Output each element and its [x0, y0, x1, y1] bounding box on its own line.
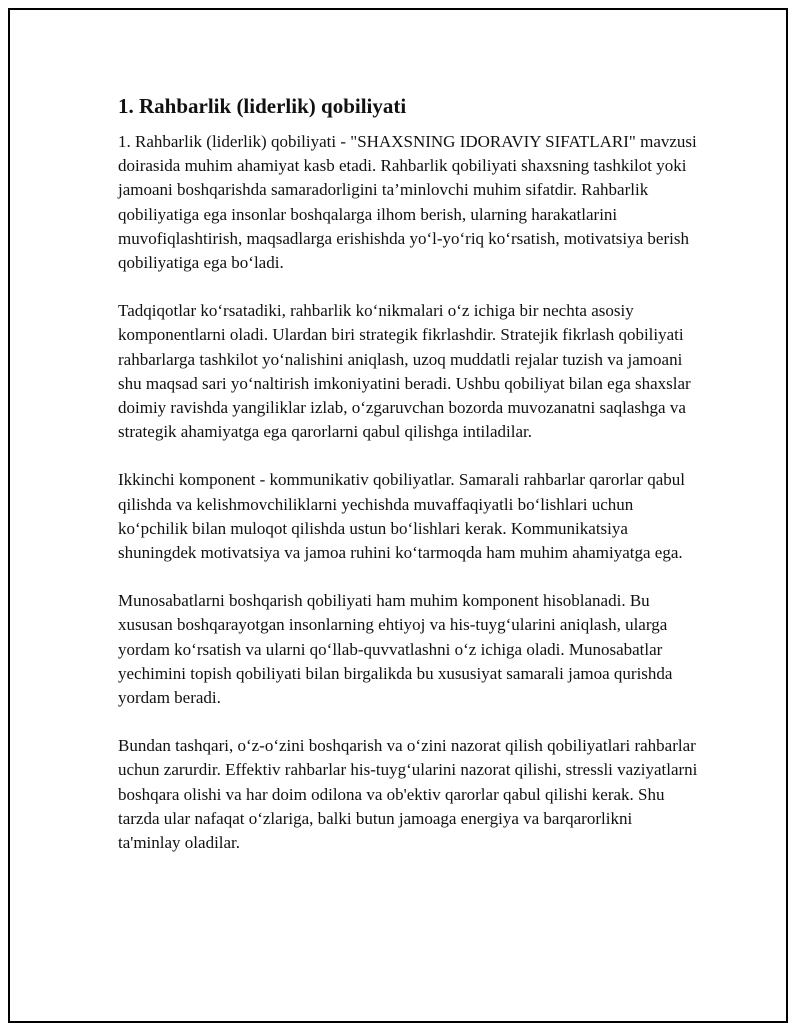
paragraph-intro: 1. Rahbarlik (liderlik) qobiliyati - "SHAXSNING IDORAVIY SIFATLARI" mavzusi doirasida muhim ahamiyat kasb etadi. Rahbarlik qobiliyati shaxsning tashkilot yoki jamoani boshqarishda samaradorligini ta’minlovchi muhim sifatdir. Rahbarlik qobiliyatiga ega insonlar boshqalarga ilhom berish, ularning harakatlarini muvofiqlashtirish, maqsadlarga erishishda yo‘l-yo‘riq ko‘rsatish, motivatsiya berish qobiliyatiga ega bo‘ladi. — [118, 132, 697, 273]
paragraph-communication: Ikkinchi komponent - kommunikativ qobiliyatlar. Samarali rahbarlar qarorlar qabul qilishda va kelishmovchiliklarni yechishda muvaffaqiyatli bo‘lishlari uchun ko‘pchilik bilan muloqot qilishda ustun bo‘lishlari kerak. Kommunikatsiya shuningdek motivatsiya va jamoa ruhini ko‘tarmoqda ham muhim ahamiyatga ega. — [118, 470, 685, 563]
paragraph-strategic-thinking: Tadqiqotlar ko‘rsatadiki, rahbarlik ko‘nikmalari o‘z ichiga bir nechta asosiy komponentlarni oladi. Ulardan biri strategik fikrlashdir. Stratejik fikrlash qobiliyati rahbarlarga tashkilot yo‘nalishini aniqlash, uzoq muddatli rejalar tuzish va jamoani shu maqsad sari yo‘naltirish imkoniyatini beradi. Ushbu qobiliyat bilan ega shaxslar doimiy ravishda yangiliklar izlab, o‘zgaruvchan bozorda muvozanatni saqlashga va strategik ahamiyatga ega qarorlarni qabul qilishga intiladilar. — [118, 301, 691, 442]
paragraph-self-management: Bundan tashqari, o‘z-o‘zini boshqarish va o‘zini nazorat qilish qobiliyatlari rahbarlar uchun zarurdir. Effektiv rahbarlar his-tuyg‘ularini nazorat qilishi, stressli vaziyatlarni boshqara olishi va har doim odilona va ob'ektiv qarorlar qabul qilishi kerak. Shu tarzda ular nafaqat o‘zlariga, balki butun jamoaga energiya va barqarorlikni ta'minlay oladilar. — [118, 736, 698, 853]
paragraph-relationship-management: Munosabatlarni boshqarish qobiliyati ham muhim komponent hisoblanadi. Bu xususan boshqarayotgan insonlarning ehtiyoj va his-tuyg‘ularini aniqlash, ularga yordam ko‘rsatish va ularni qo‘llab-quvvatlashni o‘z ichiga oladi. Munosabatlar yechimini topish qobiliyati bilan birgalikda bu xususiyat samarali jamoa qurishda yordam beradi. — [118, 591, 673, 708]
document-body — [118, 92, 698, 855]
section-heading: 1. Rahbarlik (liderlik) qobiliyati — [118, 94, 407, 118]
